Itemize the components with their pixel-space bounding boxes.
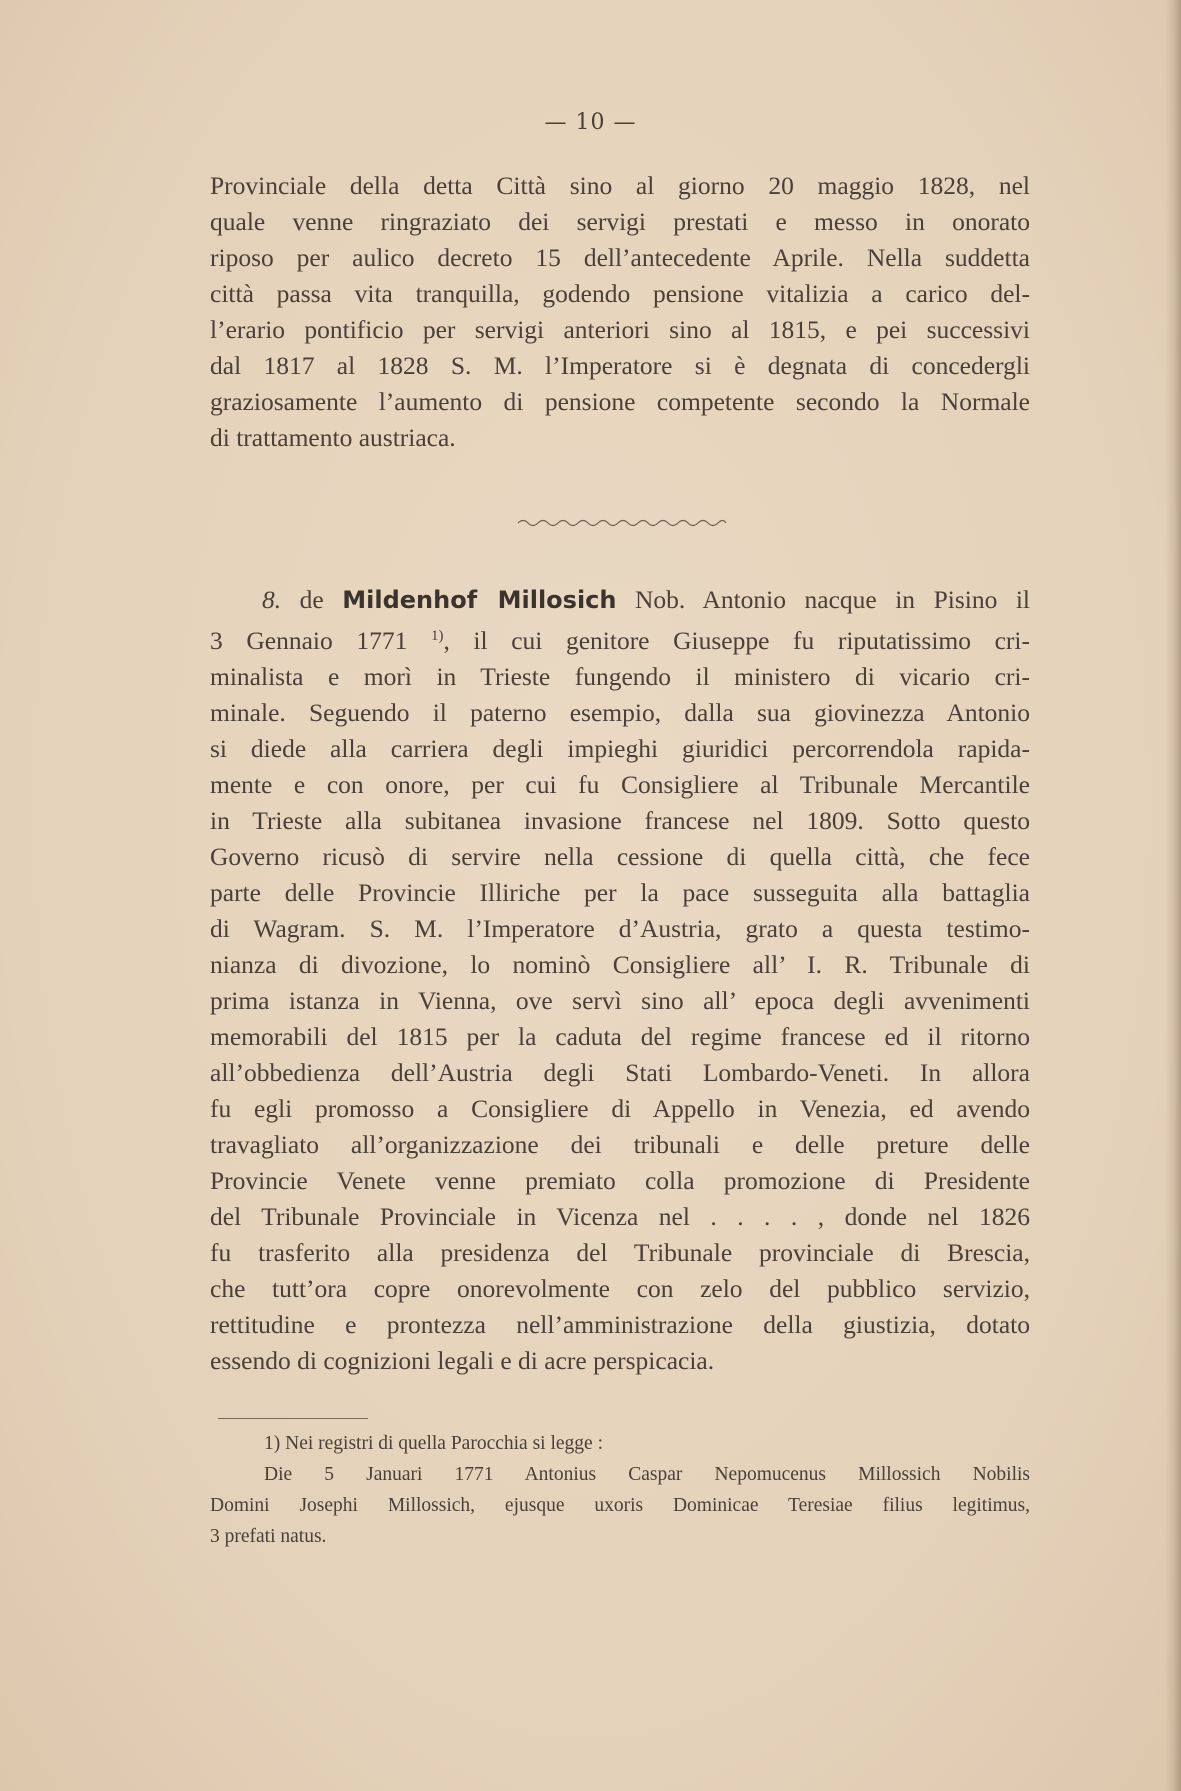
entry-birth-date: 3 Gennaio 1771 [210, 626, 408, 655]
text-line: minale. Seguendo il paterno esempio, dalla sua giovinezza Antonio [210, 698, 1030, 727]
entry-first-line-text: Nob. Antonio nacque in Pisino il [635, 585, 1031, 614]
text-line: riposo per aulico decreto 15 dell’antecedente Aprile. Nella suddetta [210, 243, 1030, 272]
page-edge-shadow [1165, 0, 1181, 1791]
text-line: fu trasferito alla presidenza del Tribunale provinciale di Brescia, [210, 1238, 1030, 1267]
biography-entry [210, 582, 1030, 1379]
text-line: mente e con onore, per cui fu Consigliere al Tribunale Mercantile [210, 770, 1030, 799]
text-line: città passa vita tranquilla, godendo pensione vitalizia a carico del- [210, 279, 1030, 308]
section-divider-ornament [516, 516, 728, 530]
text-line: di trattamento austriaca. [210, 423, 456, 452]
footnote-line: Domini Josephi Millossich, ejusque uxoris Dominicae Teresiae filius legitimus, [210, 1495, 1030, 1516]
text-line: essendo di cognizioni legali e di acre perspicacia. [210, 1346, 715, 1375]
text-line: fu egli promosso a Consigliere di Appello in Venezia, ed avendo [210, 1094, 1030, 1123]
text-line: prima istanza in Vienna, ove servì sino all’ epoca degli avvenimenti [210, 986, 1030, 1015]
footnote-intro-line [210, 1428, 1030, 1459]
text-line: di Wagram. S. M. l’Imperatore d’Austria, grato a questa testimo- [210, 914, 1030, 943]
entry-prefix: de [299, 585, 324, 614]
footnote-marker: 1) [264, 1433, 281, 1454]
text-line: Provinciale della detta Città sino al giorno 20 maggio 1828, nel [210, 171, 1030, 200]
footnotes [210, 1428, 1030, 1552]
footnote-reference[interactable]: 1) [430, 628, 444, 644]
text-line: graziosamente l’aumento di pensione competente secondo la Normale [210, 387, 1030, 416]
text-line: nianza di divozione, lo nominò Consigliere all’ I. R. Tribunale di [210, 950, 1030, 979]
footnote-intro: Nei registri di quella Parocchia si legge : [285, 1433, 603, 1454]
entry-first-line [210, 582, 1030, 618]
text-line: l’erario pontificio per servigi anteriori sino al 1815, e pei successivi [210, 315, 1030, 344]
text-line: Governo ricusò di servire nella cessione di quella città, che fece [210, 842, 1030, 871]
text-line: Provincie Venete venne premiato colla promozione di Presidente [210, 1166, 1030, 1195]
text-line: travagliato all’organizzazione dei tribunali e delle preture delle [210, 1130, 1030, 1159]
entry-second-line-text: , il cui genitore Giuseppe fu riputatissimo cri- [443, 626, 1031, 655]
text-line: in Trieste alla subitanea invasione francese nel 1809. Sotto questo [210, 806, 1030, 835]
text-line: si diede alla carriera degli impieghi giuridici percorrendola rapida- [210, 734, 1030, 763]
page-number: — 10 — [544, 110, 637, 135]
text-line: dal 1817 al 1828 S. M. l’Imperatore si è degnata di concedergli [210, 351, 1030, 380]
entry-second-line [210, 618, 1030, 659]
text-line: all’obbedienza dell’Austria degli Stati Lombardo-Veneti. In allora [210, 1058, 1030, 1087]
text-line: rettitudine e prontezza nell’amministrazione della giustizia, dotato [210, 1310, 1030, 1339]
text-line: che tutt’ora copre onorevolmente con zelo del pubblico servizio, [210, 1274, 1030, 1303]
entry-surname: Mildenhof Millosich [342, 586, 617, 614]
footnote-separator [218, 1418, 368, 1419]
footnote-line: Die 5 Januari 1771 Antonius Caspar Nepomucenus Millossich Nobilis [264, 1464, 1030, 1485]
text-line: minalista e morì in Trieste fungendo il ministero di vicario cri- [210, 662, 1030, 691]
paragraph-continued [210, 168, 1030, 456]
text-line: del Tribunale Provinciale in Vicenza nel . . . . , donde nel 1826 [210, 1202, 1030, 1231]
text-line: parte delle Provincie Illiriche per la pace susseguita alla battaglia [210, 878, 1030, 907]
entry-number: 8. [262, 585, 282, 614]
footnote-line: 3 prefati natus. [210, 1526, 327, 1547]
text-line: memorabili del 1815 per la caduta del regime francese ed il ritorno [210, 1022, 1030, 1051]
text-line: quale venne ringraziato dei servigi prestati e messo in onorato [210, 207, 1030, 236]
